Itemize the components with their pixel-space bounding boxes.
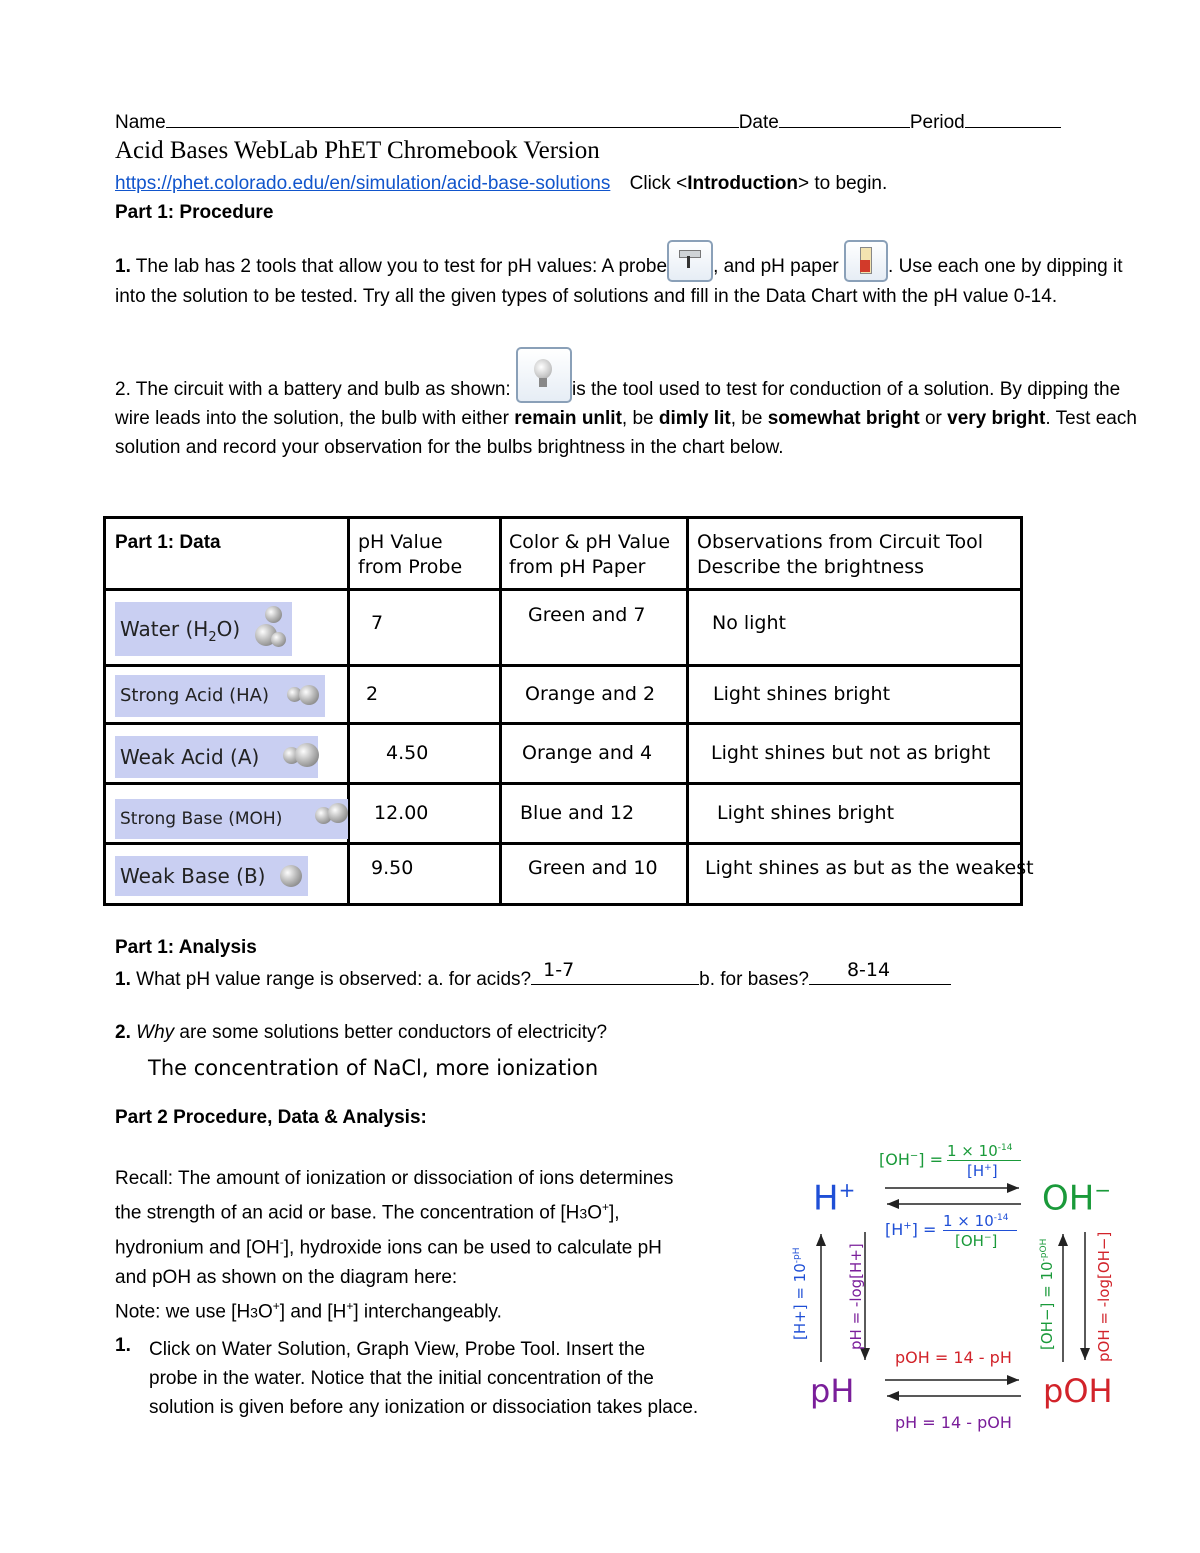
right-down-equation: pOH = -log[OH−] (1095, 1231, 1113, 1362)
oh-equation-numerator: $1 \times 10^{-14}$ (947, 1142, 1013, 1160)
h-plus-label: H+ (813, 1178, 856, 1219)
strong-acid-ph-paper: Orange and 2 (525, 683, 656, 705)
light-bulb-icon (516, 347, 572, 403)
header-observations: Observations from Circuit Tool Describe the brightness (697, 531, 983, 578)
weak-acid-ph-probe: 4.50 (386, 742, 429, 764)
ph-label: pH (810, 1372, 855, 1410)
acids-range-answer[interactable]: 1-7 (543, 959, 575, 981)
top-arrows-icon (883, 1182, 1023, 1210)
water-ph-paper: Green and 7 (528, 604, 646, 626)
weak-acid-ph-paper: Orange and 4 (522, 742, 653, 764)
name-label: Name (115, 112, 166, 133)
date-label: Date (738, 112, 779, 133)
header-ph-paper: Color & pH Value from pH Paper (509, 531, 671, 578)
h-equation-denominator: [OH−] (955, 1232, 998, 1250)
ph-paper-icon (844, 240, 888, 282)
table-row-weak-acid-label: Weak Acid (A) (115, 736, 318, 778)
simulation-link[interactable]: https://phet.colorado.edu/en/simulation/acid-base-solutions (115, 173, 611, 194)
introduction-label: Introduction (687, 173, 798, 194)
strong-base-ph-probe: 12.00 (374, 802, 429, 824)
weak-base-ph-paper: Green and 10 (528, 857, 658, 879)
part2-heading: Part 2 Procedure, Data & Analysis: (115, 1107, 427, 1128)
oh-equation-lhs: [OH−] = (879, 1150, 943, 1169)
bottom-arrows-icon (883, 1374, 1023, 1402)
data-table (103, 516, 1034, 906)
page-title: Acid Bases WebLab PhET Chromebook Version (115, 137, 600, 164)
oh-minus-label: OH− (1042, 1178, 1112, 1219)
oh-equation-denominator: [H+] (967, 1162, 998, 1180)
item1-text: Click on Water Solution, Graph View, Probe Tool. Insert the probe in the water. Notice that the initial concentration of the solution is given before any ionization or dissociation takes place. (149, 1339, 699, 1418)
water-observation: No light (712, 612, 786, 634)
h-equation-numerator: $1 \times 10^{-14}$ (943, 1212, 1009, 1230)
table-row-strong-base-label: Strong Base (MOH) (115, 799, 348, 839)
water-molecule-icon (265, 606, 282, 623)
step2-paragraph: 2. The circuit with a battery and bulb as shown: is the tool used to test for conduction of a solution. By dipping the wire leads into the solution, the bulb with either remain unlit, be dimly lit, be somewhat bright or very bright. Test each solution and record your observation for the bulbs brightness in the chart below. (115, 375, 1145, 462)
header-part1-data: Part 1: Data (115, 532, 221, 553)
poh-label: pOH (1043, 1372, 1113, 1410)
table-row-weak-base-label: Weak Base (B) (115, 856, 308, 896)
weak-base-ph-probe: 9.50 (371, 857, 414, 879)
poh-equation: pOH = 14 - pH (895, 1348, 1012, 1367)
strong-acid-observation: Light shines bright (713, 683, 891, 705)
recall-text: Recall: The amount of ionization or dissociation of ions determines the strength of an acid or base. The concentration of [H3O+], hydronium and [OH-], hydroxide ions can be used to calculate pH and pOH as shown on the diagram here: Note: we use [H3O+] and [H+] interchangeably. (115, 1168, 674, 1322)
weak-acid-observation: Light shines but not as bright (711, 742, 991, 764)
q2-answer[interactable]: The concentration of NaCl, more ionization (148, 1056, 599, 1080)
name-line[interactable] (115, 108, 1061, 134)
probe-tool-icon (667, 240, 713, 282)
analysis-q2: 2. Why are some solutions better conductors of electricity? (115, 1022, 608, 1043)
left-up-equation: $[H+] = 10^{-pH}$ (791, 1247, 809, 1340)
h-equation-lhs: [H+] = (885, 1220, 937, 1239)
left-down-equation: pH = -log[H+] (847, 1243, 865, 1350)
part1-heading: Part 1: Procedure (115, 202, 274, 223)
analysis-q1: 1. What pH value range is observed: a. for acids? 1-7 b. for bases? 8-14 (115, 965, 951, 991)
weak-base-observation: Light shines as but as the weakest (705, 857, 1034, 879)
table-row-water-label: Water $(H_2O)$ (115, 602, 292, 656)
bases-range-answer[interactable]: 8-14 (846, 959, 891, 981)
strong-acid-ph-probe: 2 (366, 683, 379, 705)
water-ph-probe: 7 (371, 612, 384, 634)
step1-paragraph: 1. The lab has 2 tools that allow you to test for pH values: A probe , and pH paper . Use each one by dipping it into the solution to be tested. Try all the given types of solutions and fill in the Data Chart with the pH value 0-14. (115, 252, 1145, 311)
ph-poh-diagram (775, 1140, 1155, 1440)
item1-number: 1. (115, 1335, 131, 1356)
header-ph-probe: pH Value from Probe (358, 531, 463, 578)
period-label: Period (909, 112, 965, 133)
analysis-heading: Part 1: Analysis (115, 937, 257, 958)
strong-base-observation: Light shines bright (717, 802, 895, 824)
ph-equation: pH = 14 - pOH (895, 1413, 1012, 1432)
right-up-equation: $[OH-] = 10^{-pOH}$ (1038, 1238, 1056, 1350)
weak-base-molecule-icon (280, 865, 302, 887)
table-row-strong-acid-label: Strong Acid (HA) (115, 675, 325, 717)
intro-line: https://phet.colorado.edu/en/simulation/acid-base-solutions Click <Introduction> to begin. (115, 173, 888, 194)
strong-base-ph-paper: Blue and 12 (520, 802, 635, 824)
